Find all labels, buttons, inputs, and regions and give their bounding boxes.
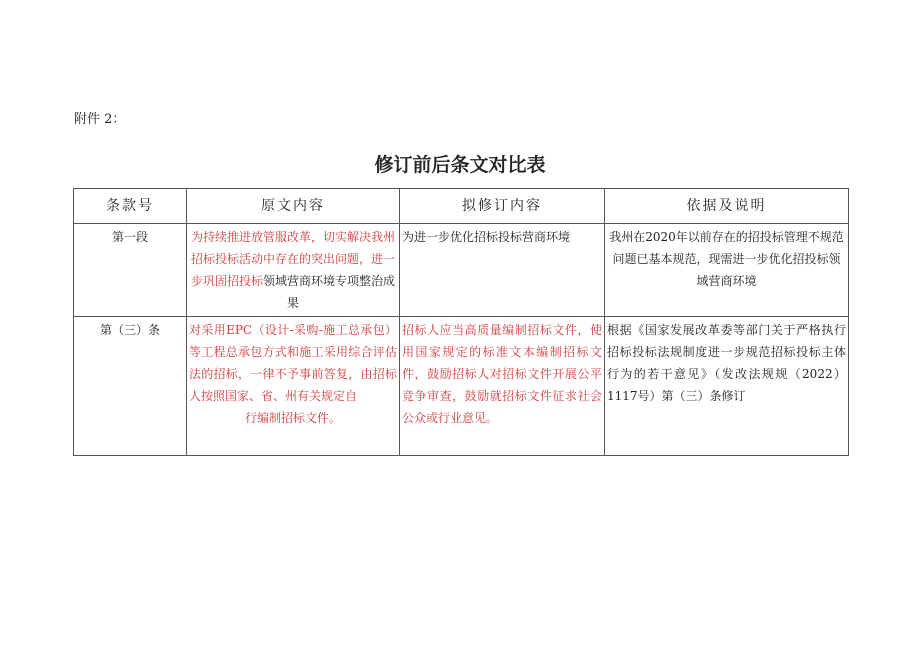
clause-cell: 第一段: [74, 224, 187, 317]
header-clause: 条款号: [74, 189, 187, 224]
document-title: 修订前后条文对比表: [374, 154, 546, 176]
original-text-red-tail: 行编制招标文件。: [244, 411, 341, 425]
table-row: [74, 317, 849, 456]
clause-cell: 第（三）条: [74, 317, 187, 456]
basis-cell: 我州在2020年以前存在的招投标管理不规范问题已基本规范，现需进一步优化招投标领域营商环境: [605, 224, 849, 317]
comparison-table: [73, 188, 849, 456]
original-text-black: 领域营商环境专项整治成果: [263, 274, 396, 310]
table-header-row: [74, 189, 849, 224]
header-basis: 依据及说明: [605, 189, 849, 224]
attachment-label: 附件 2：: [74, 112, 126, 127]
revised-cell: 为进一步优化招标投标营商环境: [400, 224, 605, 317]
header-revised: 拟修订内容: [400, 189, 605, 224]
original-text-red: 为持续推进放管服改革，切实解决我州招标投标活动中存在的突出问题，进一步巩固招投标: [190, 230, 395, 288]
table-row: [74, 224, 849, 317]
header-original: 原文内容: [187, 189, 400, 224]
original-cell: [187, 224, 400, 317]
revised-cell: 招标人应当高质量编制招标文件，使用国家规定的标准文本编制招标文件，鼓励招标人对招标文件开展公平竞争审查，鼓励就招标文件征求社会公众或行业意见。: [400, 317, 605, 456]
basis-cell: 根据《国家发展改革委等部门关于严格执行招标投标法规制度进一步规范招标投标主体行为的若干意见》（发改法规规（2022）1117号）第（三）条修订: [605, 317, 849, 456]
original-cell: [187, 317, 400, 456]
original-text-red: 对采用EPC（设计-采购-施工总承包）等工程总承包方式和施工采用综合评估法的招标，一律不予事前答复，由招标人按照国家、省、州有关规定自: [189, 323, 397, 403]
